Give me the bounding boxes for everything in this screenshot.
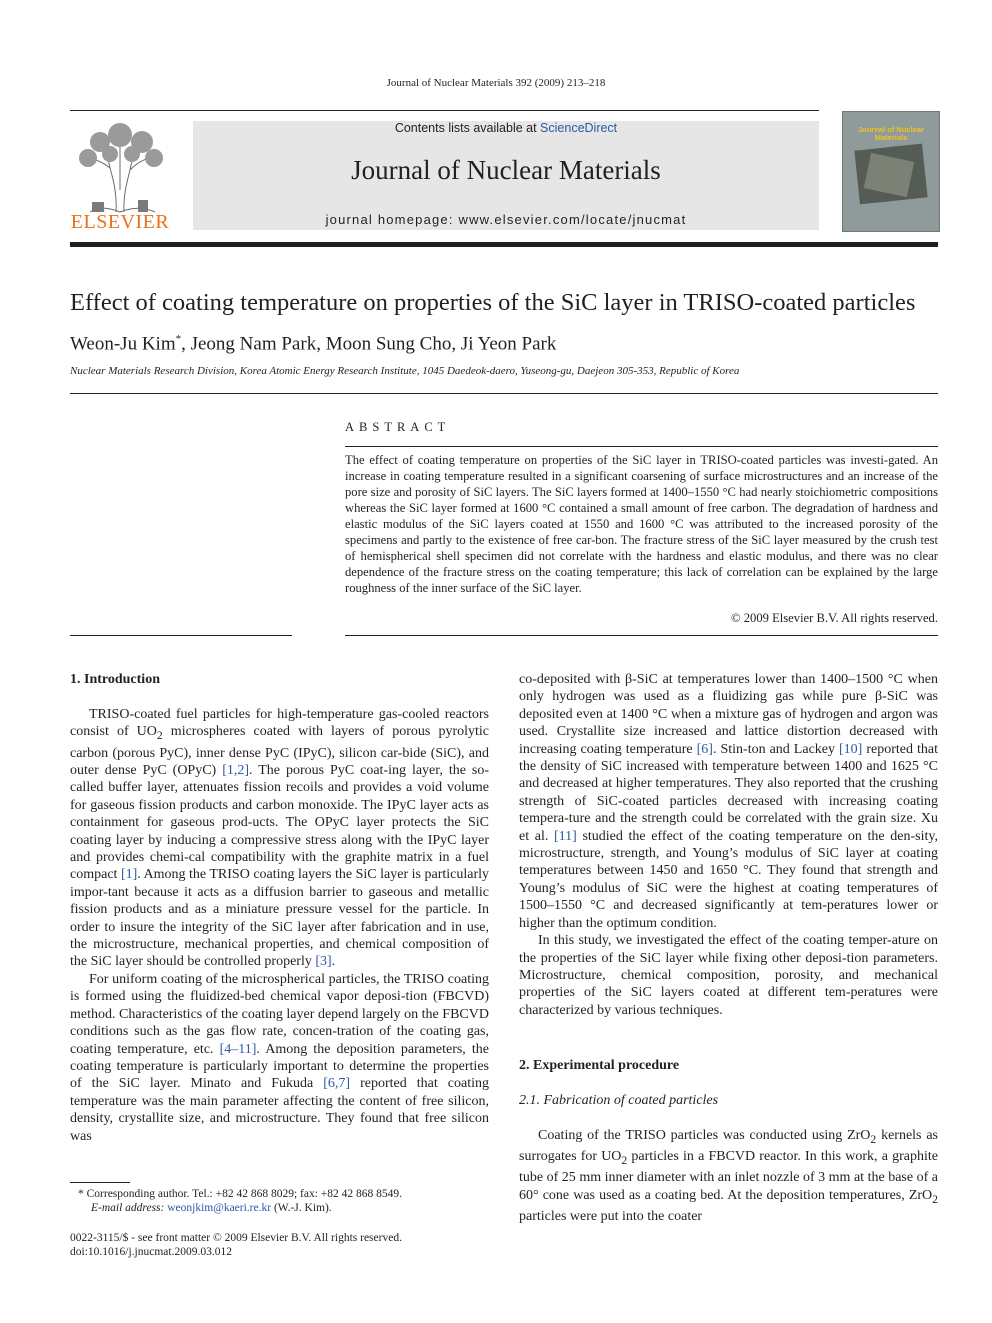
fabrication-subheading: 2.1. Fabrication of coated particles [519, 1093, 719, 1108]
reference-link[interactable]: [1] [120, 867, 138, 883]
journal-cover-thumbnail [842, 111, 940, 232]
footnote-mark: * [78, 1188, 84, 1200]
journal-homepage[interactable]: journal homepage: www.elsevier.com/locate/jnucmat [325, 212, 687, 227]
footnote-rule [70, 1182, 130, 1183]
left-short-rule [70, 635, 292, 636]
abstract-top-rule [345, 446, 938, 447]
title-divider [70, 393, 938, 394]
journal-citation: Journal of Nuclear Materials 392 (2009) 213–218 [386, 77, 606, 89]
reference-link[interactable]: [3] [315, 954, 332, 970]
experimental-heading: 2. Experimental procedure [519, 1058, 680, 1073]
fabrication-paragraph: Coating of the TRISO particles was conducted using ZrO$_2$ kernels as surrogates for $UO_2$ particles in a FBCVD reactor. In this work, a graphite tube of 25 mm inner diameter with an inlet nozzle of 3 mm at the base of a 60° cone was used as a coating bed. At the deposition temperatures, ZrO$_2$ particles were put into the coater [519, 1128, 939, 1225]
intro-paragraph-final: In this study, we investigated the effect of the coating temper-ature on the properties of the SiC layer while fixing other deposi-tion parameters. Microstructure, chemical composition, porosity, and mechanical properties of the SiC layers coated at different tem-peratures were characterized by various techniques. [519, 933, 938, 1018]
corresponding-author-note: Corresponding author. Tel.: +82 42 868 8029; fax: +82 42 868 8549. [86, 1188, 403, 1200]
reference-link[interactable]: [4–11] [219, 1041, 257, 1057]
first-author[interactable]: Weon-Ju Kim [70, 333, 176, 355]
abstract-copyright: © 2009 Elsevier B.V. All rights reserved. [731, 611, 938, 625]
intro-continuation: co-deposited with β-SiC at temperatures lower than 1400–1500 °C when only hydrogen was used as a fluidizing gas while pure β-SiC was deposited even at 1400 °C when a mixture gas of hydrogen and argon was used. Crystallite size increased and lattice distortion decreased with increasing coating temperature [6]. Stin-ton and Lackey [10] reported that the density of SiC increased with temperature between 1400 and 1625 °C and decreased at higher temperatures. They also reported that the crushing strength of SiC-coated particles decreased with increasing coating tempera-ture and the strength could be correlated with the grain size. Xu et al. [11] studied the effect of the coating temperature on the den-sity, microstructure, strength, and Young’s modulus of SiC layer at coating temperatures between 1450 and 1650 °C. They found that strength and Young’s modulus of SiC were the highest at coating temperatures of 1500–1550 °C and decreased significantly at tem-peratures lower or higher than the optimum condition. [519, 672, 938, 931]
abstract-text: The effect of coating temperature on properties of the SiC layer in TRISO-coated particles was investi-gated. An increase in coating temperature resulted in a significant coarsening of surface microstructures and an increase of the pore size and porosity of SiC layers. The SiC layers formed at 1400–1550 °C had nearly stoichiometric compositions whereas the SiC layer formed at 1600 °C contained a small amount of free carbon. The degradation of hardness and elastic modulus of the SiC layers coated at 1550 and 1600 °C was attributed to the increased porosity of the specimens and partly to the existence of free car-bon. The fracture stress of the SiC layer measured by the crush test of hemispherical shell specimen did not correlate with the hardness and elastic modulus, and there was no clear dependence of the fracture stress on the coating temperature; this lack of correlation can be explained by the large roughness of the inner surface of the SiC layer. [345, 453, 938, 595]
cover-title: Journal of Nuclear Materials [858, 125, 924, 142]
article-title: Effect of coating temperature on properties of the SiC layer in TRISO-coated particles [70, 289, 916, 316]
header-thick-rule [70, 242, 938, 247]
email-label: E-mail address: [91, 1202, 165, 1214]
introduction-heading: 1. Introduction [70, 672, 160, 687]
doi-line[interactable]: doi:10.1016/j.jnucmat.2009.03.012 [70, 1246, 232, 1258]
footnote-email [91, 1201, 511, 1215]
fabrication-body [519, 1127, 938, 1225]
issn-line: 0022-3115/$ - see front matter © 2009 Elsevier B.V. All rights reserved. [70, 1232, 402, 1244]
corresponding-mark: * [175, 333, 182, 345]
reference-link[interactable]: [6,7] [323, 1076, 351, 1092]
author-list [70, 333, 556, 355]
elsevier-wordmark: ELSEVIER [70, 211, 170, 233]
abstract-heading: ABSTRACT [345, 420, 451, 434]
email-suffix: (W.-J. Kim). [271, 1202, 332, 1214]
other-authors: , Jeong Nam Park, Moon Sung Cho, Ji Yeon Park [181, 333, 557, 355]
sciencedirect-link[interactable]: ScienceDirect [540, 121, 618, 135]
intro-paragraph-1: TRISO-coated fuel particles for high-temperature gas-cooled reactors consist of $UO_2$ microspheres coated with layers of porous pyrolytic carbon (porous PyC), inner dense PyC (IPyC), silicon car-bide (SiC), and outer dense PyC (OPyC) [1,2]. The porous PyC coat-ing layer, the so-called buffer layer, attenuates fission recoils and provides a void volume for gaseous fission products and carbon monoxide. The IPyC layer acts as containment for gaseous prod-ucts. The OPyC layer protects the SiC coating layer by inducing a compressive stress along with the IPyC layer and provides chemi-cal compatibility with the graphite matrix in a fuel compact [1]. Among the TRISO coating layers the SiC layer is particularly impor-tant because it acts as a diffusion barrier to gaseous and metallic fission products and as a miniature pressure vessel for the particle. In order to insure the integrity of the SiC layer after fabrication and in use, the microstructure, mechanical properties, and chemical composition of the SiC layer should be controlled properly [3]. [70, 707, 490, 970]
contents-prefix: Contents lists available at [394, 121, 541, 135]
header-top-rule [70, 110, 819, 111]
journal-title: Journal of Nuclear Materials [351, 155, 661, 185]
reference-link[interactable]: [6] [696, 741, 713, 757]
left-column-body [70, 706, 489, 1145]
footnote-corresponding [78, 1187, 498, 1201]
right-column-body [519, 671, 938, 1019]
intro-paragraph-2: For uniform coating of the microspherical particles, the TRISO coating is formed using the fluidized-bed chemical vapor deposi-tion (FBCVD) method. Characteristics of the coating layer depend largely on the FBCVD conditions such as the gas flow rate, concen-tration of the coating gas, coating temperature, etc. [4–11]. Among the deposition parameters, the coating temperature is particularly important to determine the properties of the SiC layer. Minato and Fukuda [6,7] reported that coating temperature was the main parameter affecting the content of free silicon, density, crystallite size, and microstructure. They found that free silicon was [70, 971, 489, 1144]
reference-link[interactable]: [11] [554, 828, 577, 844]
affiliation: Nuclear Materials Research Division, Korea Atomic Energy Research Institute, 1045 Daedeok-daero, Yuseong-gu, Daejeon 305-353, Republic of Korea [70, 365, 740, 377]
reference-link[interactable]: [10] [839, 741, 863, 757]
reference-link[interactable]: [1,2] [222, 763, 250, 779]
contents-line [193, 121, 819, 135]
abstract-bottom-rule [345, 635, 938, 636]
email-link[interactable]: weonjkim@kaeri.re.kr [167, 1202, 272, 1214]
